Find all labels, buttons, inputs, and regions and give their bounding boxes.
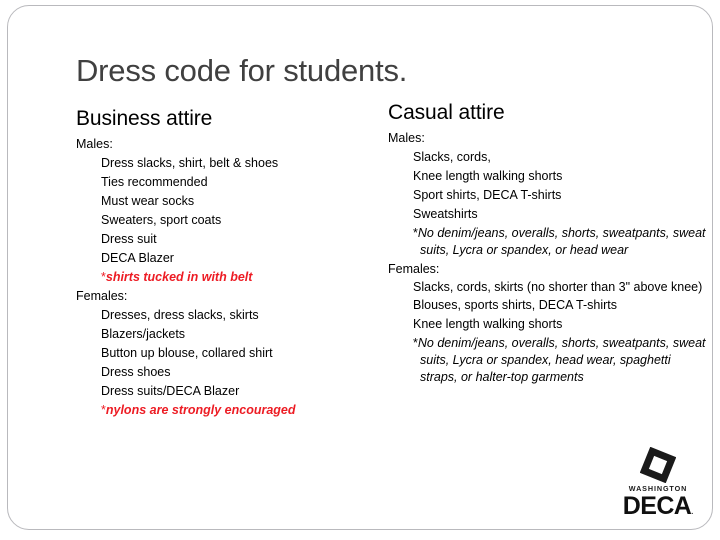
list-item: Slacks, cords, xyxy=(413,150,491,164)
group-business-males xyxy=(76,135,376,287)
list-item: Button up blouse, collared shirt xyxy=(101,346,273,360)
group-label-males: Males: xyxy=(388,131,425,145)
note-business-males xyxy=(101,268,376,287)
note-asterisk: * xyxy=(101,403,106,417)
group-casual-males xyxy=(388,129,708,260)
group-label-females: Females: xyxy=(76,289,128,303)
note-business-females xyxy=(101,401,376,420)
item-list-casual-females xyxy=(388,279,708,387)
washington-deca-logo xyxy=(614,447,702,519)
note-asterisk: * xyxy=(413,226,418,240)
deca-diamond-icon xyxy=(640,447,676,483)
list-item: Sweaters, sport coats xyxy=(101,213,222,227)
list-item: Dress slacks, shirt, belt & shoes xyxy=(101,156,279,170)
column-heading-business: Business attire xyxy=(76,107,213,130)
note-text: No denim/jeans, overalls, shorts, sweatpants, sweat suits, Lycra or spandex, head wear, spaghetti straps, or halter-top garments xyxy=(417,336,706,384)
note-asterisk: * xyxy=(413,336,418,350)
column-business-attire xyxy=(76,106,376,420)
list-item: Dresses, dress slacks, skirts xyxy=(101,308,259,322)
note-asterisk: * xyxy=(101,270,106,284)
note-casual-females xyxy=(413,334,708,387)
group-business-females xyxy=(76,287,376,420)
list-item: Knee length walking shorts xyxy=(413,317,563,331)
logo-deca-word: DECA xyxy=(622,492,692,520)
list-item: Slacks, cords, skirts (no shorter than 3" above knee) xyxy=(413,280,703,294)
list-item: Sweatshirts xyxy=(413,207,478,221)
item-list-business-males xyxy=(76,154,376,287)
column-casual-attire xyxy=(388,100,708,387)
list-item: Dress shoes xyxy=(101,365,171,379)
list-item: Dress suits/DECA Blazer xyxy=(101,384,240,398)
column-heading-casual: Casual attire xyxy=(388,101,505,124)
group-casual-females xyxy=(388,260,708,387)
logo-washington-text: WASHINGTON xyxy=(628,484,688,493)
group-label-males: Males: xyxy=(76,137,113,151)
list-item: Must wear socks xyxy=(101,194,195,208)
item-list-casual-males xyxy=(388,148,708,260)
page-title: Dress code for students. xyxy=(76,53,408,88)
note-casual-males xyxy=(413,224,708,260)
item-list-business-females xyxy=(76,306,376,420)
list-item: Ties recommended xyxy=(101,175,208,189)
logo-trademark: . xyxy=(691,509,694,516)
list-item: Knee length walking shorts xyxy=(413,169,563,183)
note-text: shirts tucked in with belt xyxy=(105,270,253,284)
list-item: Dress suit xyxy=(101,232,157,246)
note-text: nylons are strongly encouraged xyxy=(105,403,296,417)
group-label-females: Females: xyxy=(388,262,440,276)
list-item: Blazers/jackets xyxy=(101,327,186,341)
list-item: Sport shirts, DECA T-shirts xyxy=(413,188,562,202)
list-item: DECA Blazer xyxy=(101,251,174,265)
list-item: Blouses, sports shirts, DECA T-shirts xyxy=(413,298,617,312)
note-text: No denim/jeans, overalls, shorts, sweatpants, sweat suits, Lycra or spandex, or head wear xyxy=(417,226,706,257)
logo-deca-text xyxy=(614,493,702,526)
